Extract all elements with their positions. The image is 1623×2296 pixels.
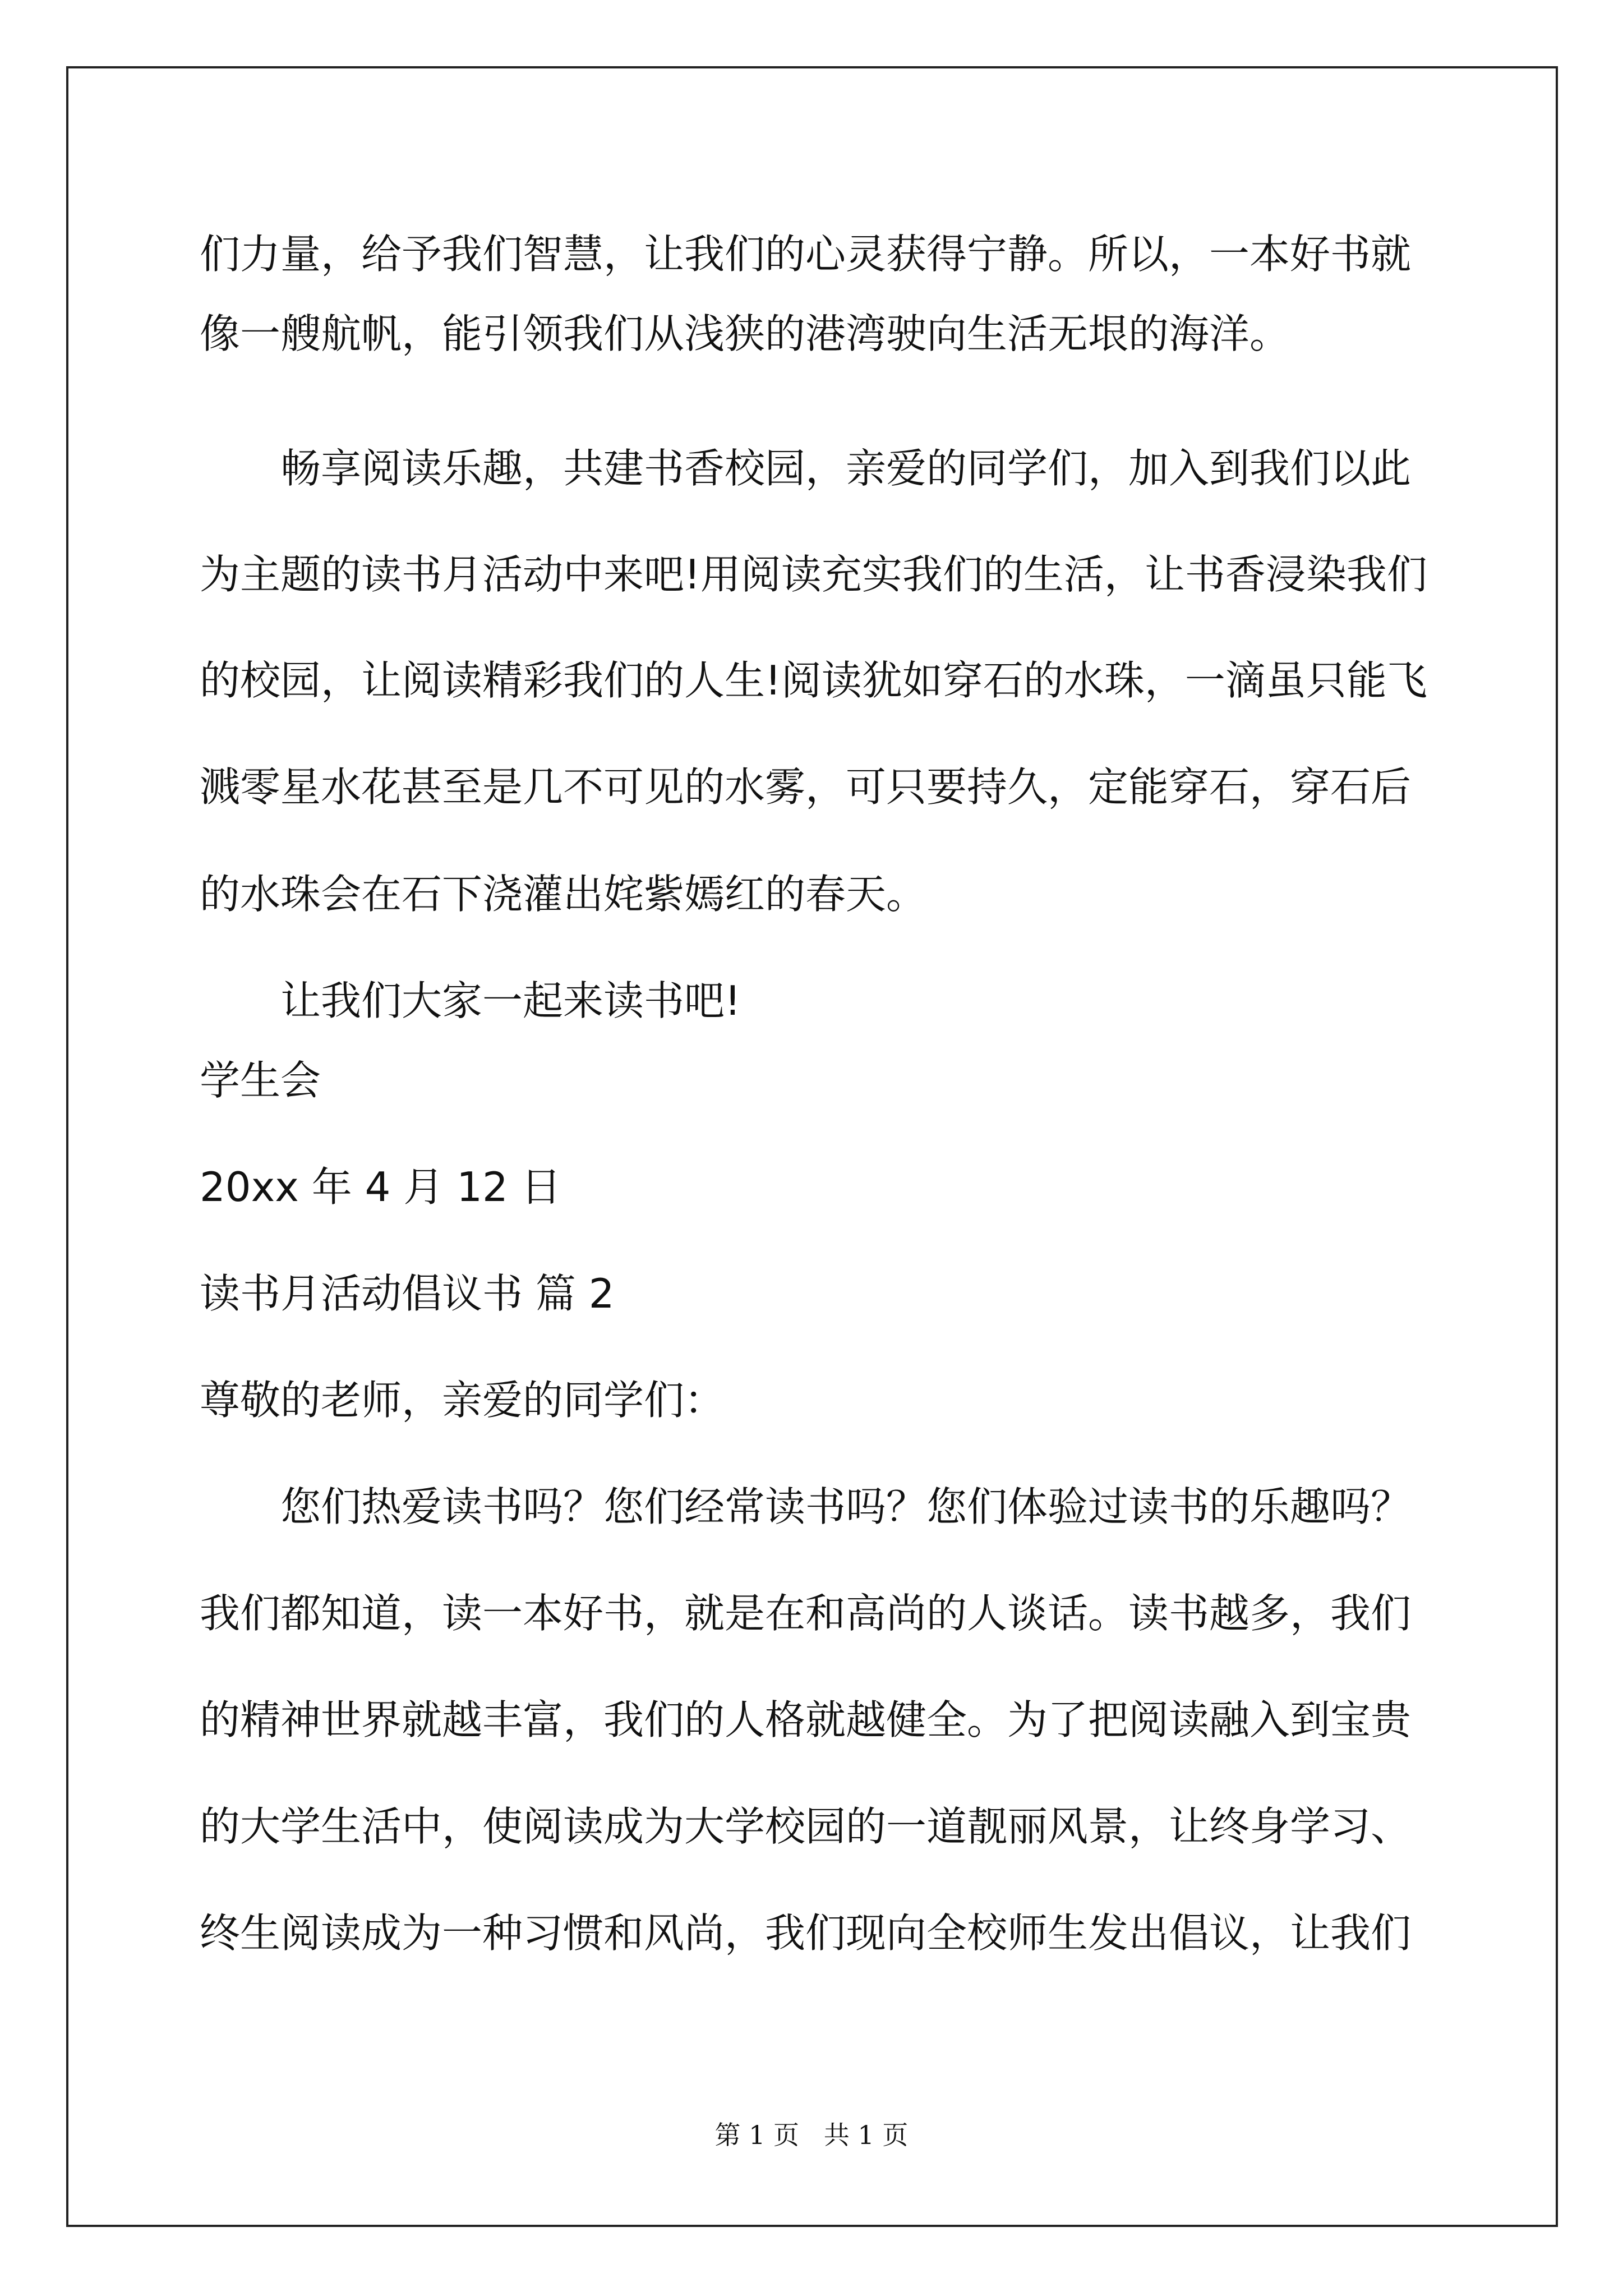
body-line: 的水珠会在石下浇灌出姹紫嫣红的春天。 (200, 871, 927, 918)
salutation-line: 尊敬的老师，亲爱的同学们： (200, 1377, 725, 1424)
page-number-footer: 第 1 页 共 1 页 (714, 2120, 909, 2150)
body-line: 畅享阅读乐趣，共建书香校园，亲爱的同学们，加入到我们以此 (280, 445, 1412, 492)
body-line: 像一艘航帆，能引领我们从浅狭的港湾驶向生活无垠的海洋。 (200, 310, 1290, 357)
body-line: 溅零星水花甚至是几不可见的水雾，可只要持久，定能穿石，穿石后 (200, 763, 1412, 811)
signature-line: 学生会 (200, 1057, 321, 1104)
body-line: 的精神世界就越丰富，我们的人格就越健全。为了把阅读融入到宝贵 (200, 1696, 1412, 1743)
body-line: 您们热爱读书吗？您们经常读书吗？您们体验过读书的乐趣吗？ (280, 1483, 1412, 1530)
page-frame (66, 66, 1558, 2227)
body-line: 的大学生活中，使阅读成为大学校园的一道靓丽风景，让终身学习、 (200, 1803, 1412, 1850)
body-line: 让我们大家一起来读书吧! (280, 977, 741, 1024)
body-line: 为主题的读书月活动中来吧!用阅读充实我们的生活，让书香浸染我们 (200, 551, 1427, 598)
body-line: 我们都知道，读一本好书，就是在和高尚的人谈话。读书越多，我们 (200, 1590, 1412, 1637)
body-line: 的校园，让阅读精彩我们的人生!阅读犹如穿石的水珠，一滴虽只能飞 (200, 657, 1427, 704)
section-heading: 读书月活动倡议书 篇 2 (200, 1270, 615, 1317)
body-line: 们力量，给予我们智慧，让我们的心灵获得宁静。所以，一本好书就 (200, 231, 1412, 278)
date-line: 20xx 年 4 月 12 日 (200, 1163, 561, 1211)
body-line: 终生阅读成为一种习惯和风尚，我们现向全校师生发出倡议，让我们 (200, 1910, 1412, 1957)
